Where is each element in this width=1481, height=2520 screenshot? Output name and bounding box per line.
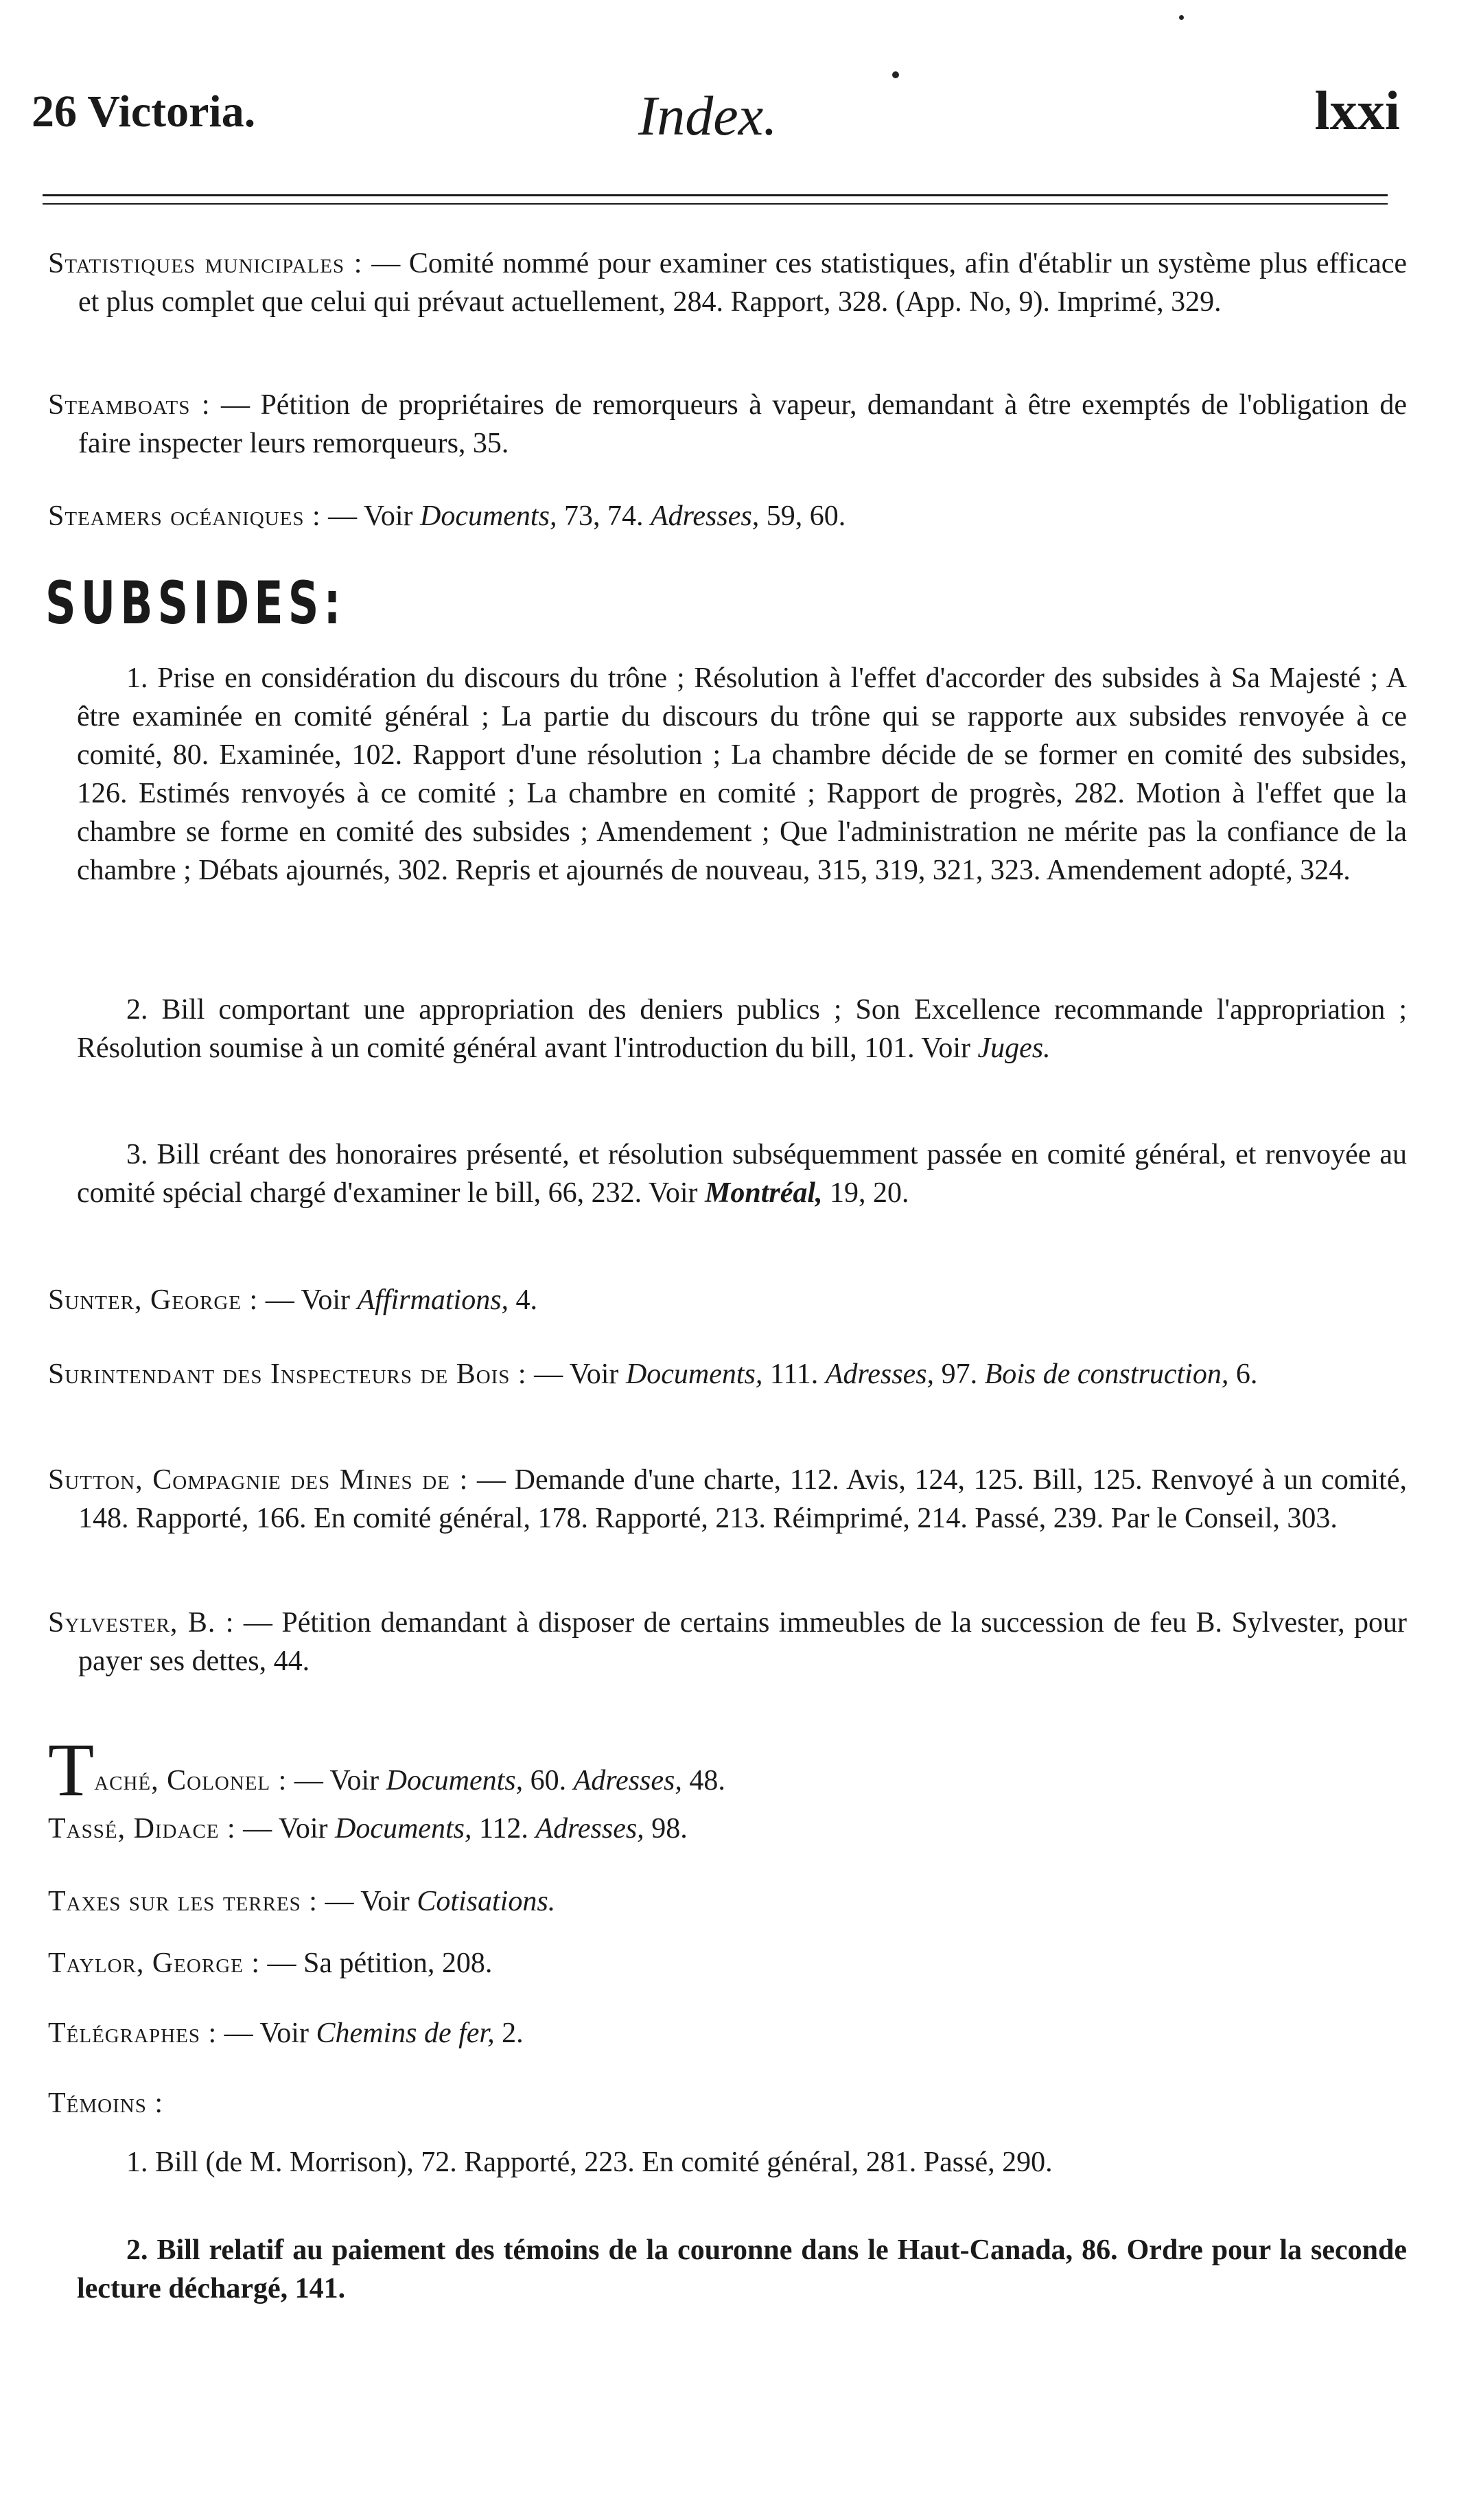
- index-entry-temoins: [48, 2084, 1407, 2123]
- entry-text: 1. Bill (de M. Morrison), 72. Rapporté, 223. En comité général, 281. Passé, 290.: [126, 2147, 1053, 2178]
- running-head-title: Index.: [638, 84, 778, 147]
- entry-text: 6.: [1235, 1359, 1258, 1390]
- entry-text: — Voir: [224, 2018, 309, 2049]
- entry-text: — Voir: [325, 1886, 410, 1917]
- entry-heading: Télégraphes :: [48, 2018, 218, 2049]
- cross-reference: Chemins de fer,: [316, 2018, 495, 2049]
- temoins-item-1: [77, 2143, 1407, 2182]
- cross-reference: Adresses,: [825, 1359, 935, 1390]
- entry-heading: Tassé, Didace :: [48, 1813, 236, 1845]
- entry-text: — Voir: [243, 1813, 328, 1845]
- entry-text: — Pétition de propriétaires de remorqueurs à vapeur, demandant à être exemptés de l'obligation de faire inspecter leurs remorqueurs, 35.: [78, 389, 1407, 459]
- entry-text: Ordre pour la seconde lecture déchargé, 141.: [77, 2234, 1408, 2304]
- header-rule: [43, 194, 1388, 196]
- entry-text: 1. Prise en considération du discours du trône ; Résolution à l'effet d'accorder des subsides à Sa Majesté ; A être examinée en comité général ; La partie du discours du trône qui se rapporte aux subsides renvoyée à ce comité, 80. Examinée, 102. Rapport d'une résolution ; La chambre décide de se former en comité des subsides, 126. Estimés renvoyés à ce comité ; La chambre en comité ; Rapport de progrès, 282. Motion à l'effet que la chambre se forme en comité des subsides ; Amendement ; Que l'administration ne mérite pas la confiance de la chambre ; Débats ajournés, 302. Repris et ajournés de nouveau, 315, 319, 321, 323. Amendement adopté, 324.: [77, 662, 1407, 886]
- cross-reference: Adresses,: [650, 500, 760, 532]
- cross-reference: Affirmations,: [357, 1284, 509, 1316]
- entry-heading: Steamboats :: [48, 389, 211, 421]
- section-heading-subsides: SUBSIDES:: [45, 569, 346, 638]
- index-entry-taxes: [48, 1882, 1407, 1921]
- entry-text: — Voir: [265, 1284, 351, 1316]
- entry-text: — Comité nommé pour examiner ces statistiques, afin d'établir un système plus efficace et plus complet que celui qui prévaut actuellement, 284. Rapport, 328. (App. No, 9). Imprimé, 329.: [78, 248, 1408, 318]
- entry-text: 60.: [530, 1765, 567, 1796]
- entry-heading: Taxes sur les terres :: [48, 1886, 318, 1917]
- entry-text: 111.: [769, 1359, 819, 1390]
- entry-text: — Demande d'une charte, 112. Avis, 124, 125. Bill, 125. Renvoyé à un comité, 148. Rapporté, 166. En comité général, 178. Rapporté, 213. Réimprimé, 214. Passé, 239. Par le Conseil, 303.: [78, 1464, 1407, 1534]
- entry-heading: Sylvester, B. :: [48, 1607, 235, 1639]
- header-rule-thin: [43, 203, 1388, 205]
- index-entry-steamers: [48, 497, 1407, 535]
- entry-heading: aché, Colonel :: [94, 1765, 288, 1796]
- entry-heading: Steamers océaniques :: [48, 500, 321, 532]
- cross-reference: Adresses,: [535, 1813, 644, 1845]
- entry-text: 4.: [515, 1284, 538, 1316]
- entry-heading: Sutton, Compagnie des Mines de :: [48, 1464, 469, 1496]
- subsides-item-1: [77, 659, 1407, 890]
- index-entry-telegraphes: [48, 2014, 1407, 2053]
- index-entry-taylor: [48, 1944, 1407, 1983]
- index-entry-tasse: [48, 1810, 1407, 1848]
- cross-reference: Documents,: [335, 1813, 472, 1845]
- entry-heading: Témoins :: [48, 2088, 163, 2119]
- subsides-item-3: [77, 1135, 1407, 1212]
- index-entry-surintendant: [48, 1355, 1407, 1394]
- entry-text: 97.: [941, 1359, 978, 1390]
- index-entry-sutton: [48, 1461, 1407, 1538]
- entry-text: — Voir: [294, 1765, 380, 1796]
- entry-text: 2.: [502, 2018, 524, 2049]
- entry-heading: Sunter, George :: [48, 1284, 259, 1316]
- entry-text: 3. Bill créant des honoraires présenté, et résolution subséquemment passée en comité général, et renvoyée au comité spécial chargé d'examiner le bill, 66, 232. Voir: [77, 1139, 1407, 1209]
- page-number: lxxi: [1314, 81, 1400, 141]
- index-entry-steamboats: [48, 386, 1407, 463]
- running-head-session: 26 Victoria.: [32, 86, 256, 137]
- entry-text: — Sa pétition, 208.: [267, 1947, 493, 1979]
- temoins-item-2: [77, 2231, 1407, 2308]
- print-speck: [892, 71, 899, 78]
- cross-reference: Documents,: [625, 1359, 763, 1390]
- entry-heading: Statistiques municipales :: [48, 248, 363, 279]
- cross-reference: Bois de construction,: [984, 1359, 1229, 1390]
- index-entry-sunter: [48, 1281, 1407, 1319]
- index-entry-tache: [48, 1728, 1407, 1812]
- entry-text: 98.: [651, 1813, 688, 1845]
- entry-heading: Taylor, George :: [48, 1947, 261, 1979]
- entry-text: 73, 74.: [563, 500, 644, 532]
- entry-text: 112.: [478, 1813, 528, 1845]
- cross-reference: Cotisations.: [417, 1886, 556, 1917]
- entry-heading: Surintendant des Inspecteurs de Bois :: [48, 1359, 527, 1390]
- entry-text: — Voir: [328, 500, 413, 532]
- print-speck: [1179, 15, 1184, 20]
- entry-text: 59, 60.: [766, 500, 846, 532]
- entry-text: — Pétition demandant à disposer de certains immeubles de la succession de feu B. Sylvester, pour payer ses dettes, 44.: [78, 1607, 1408, 1677]
- entry-text: 2. Bill comportant une appropriation des deniers publics ; Son Excellence recommande l'appropriation ; Résolution soumise à un comité général avant l'introduction du bill, 101. Voir: [77, 994, 1407, 1064]
- entry-text: 2. Bill relatif au paiement des témoins de la couronne dans le Haut-Canada, 86.: [126, 2234, 1118, 2266]
- cross-reference: Montréal,: [705, 1177, 823, 1209]
- entry-text: — Voir: [534, 1359, 619, 1390]
- drop-initial: T: [48, 1728, 95, 1812]
- index-entry-statistiques: [48, 244, 1407, 321]
- cross-reference: Documents,: [419, 500, 557, 532]
- subsides-item-2: [77, 991, 1407, 1067]
- cross-reference: Adresses,: [573, 1765, 682, 1796]
- cross-reference: Juges.: [977, 1032, 1051, 1064]
- entry-text: 19, 20.: [830, 1177, 909, 1209]
- index-entry-sylvester: [48, 1604, 1407, 1680]
- cross-reference: Documents,: [386, 1765, 524, 1796]
- entry-text: 48.: [689, 1765, 725, 1796]
